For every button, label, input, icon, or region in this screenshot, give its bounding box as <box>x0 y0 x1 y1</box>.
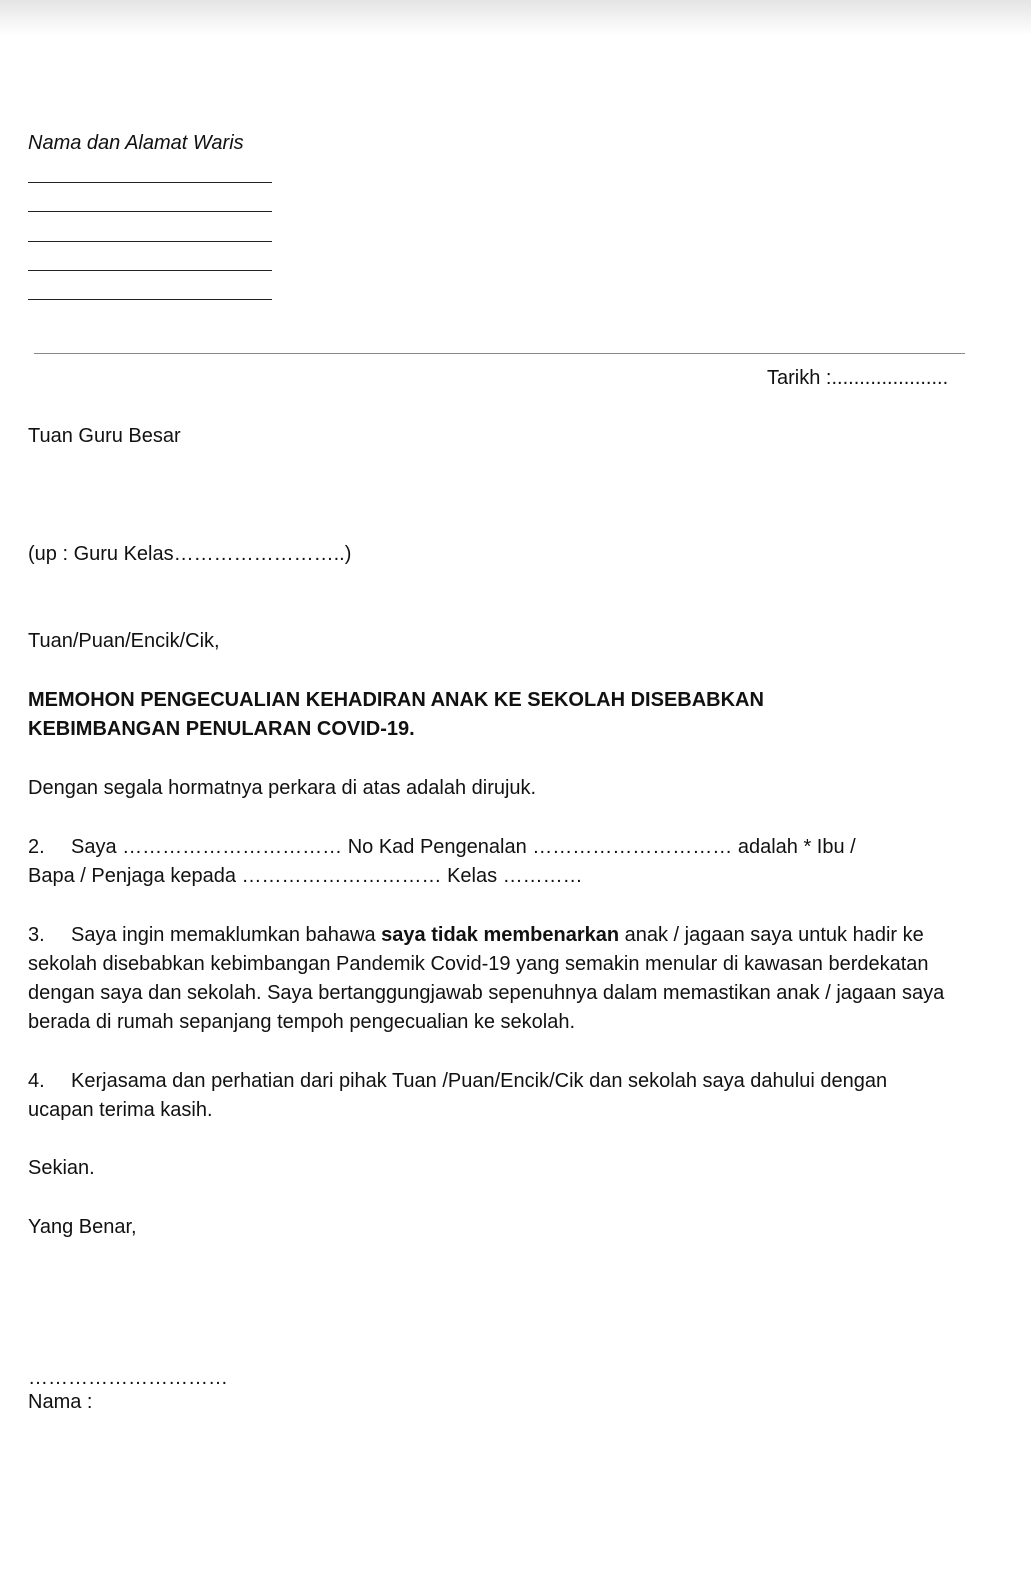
paragraph-2-number: 2. <box>28 836 45 858</box>
paragraph-4-number: 4. <box>28 1070 45 1092</box>
address-line-3 <box>28 241 272 242</box>
paragraph-2-line-1 <box>28 833 856 862</box>
address-line-5 <box>28 299 272 300</box>
recipient-up-line: (up : Guru Kelas……………………..) <box>28 543 352 565</box>
address-line-1 <box>28 182 272 183</box>
paragraph-4-text: Kerjasama dan perhatian dari pihak Tuan /Puan/Encik/Cik dan sekolah saya dahului dengan ucapan terima kasih. <box>28 1070 888 1121</box>
intro-paragraph: Dengan segala hormatnya perkara di atas adalah dirujuk. <box>28 777 537 799</box>
paragraph-4 <box>28 1067 958 1125</box>
paragraph-3-text-a: Saya ingin memaklumkan bahawa <box>71 924 382 946</box>
address-line-4 <box>28 270 272 271</box>
paragraph-3-number: 3. <box>28 924 45 946</box>
paragraph-2-line-2: Bapa / Penjaga kepada ………………………… Kelas ………… <box>28 865 583 887</box>
closing-sekian: Sekian. <box>28 1157 95 1179</box>
top-shadow <box>0 0 1031 36</box>
date-field: Tarikh :..................... <box>767 367 949 389</box>
header-divider <box>34 353 965 354</box>
name-label: Nama : <box>28 1391 93 1413</box>
paragraph-3-bold: saya tidak membenarkan <box>381 924 620 946</box>
salutation: Tuan/Puan/Encik/Cik, <box>28 630 220 652</box>
closing-yang-benar: Yang Benar, <box>28 1216 137 1238</box>
sender-label: Nama dan Alamat Waris <box>28 132 244 154</box>
subject-line-1: MEMOHON PENGECUALIAN KEHADIRAN ANAK KE SEKOLAH DISEBABKAN <box>28 689 764 711</box>
recipient-title: Tuan Guru Besar <box>28 425 181 447</box>
address-line-2 <box>28 211 272 212</box>
paragraph-2-line-1-text: Saya …………………………… No Kad Pengenalan ………………………… adalah * Ibu / <box>71 836 856 858</box>
subject-line-2: KEBIMBANGAN PENULARAN COVID-19. <box>28 718 415 740</box>
paragraph-3-text-b: anak / jagaan saya untuk hadir ke sekolah disebabkan kebimbangan Pandemik Covid-19 yang semakin menular di kawasan berdekatan dengan saya dan sekolah. Saya bertanggungjawab sepenuhnya dalam memastikan anak / jagaan saya berada di rumah sepanjang tempoh pengecualian ke sekolah. <box>28 924 945 1033</box>
paragraph-3 <box>28 921 958 1037</box>
signature-line: ………………………… <box>28 1367 228 1389</box>
